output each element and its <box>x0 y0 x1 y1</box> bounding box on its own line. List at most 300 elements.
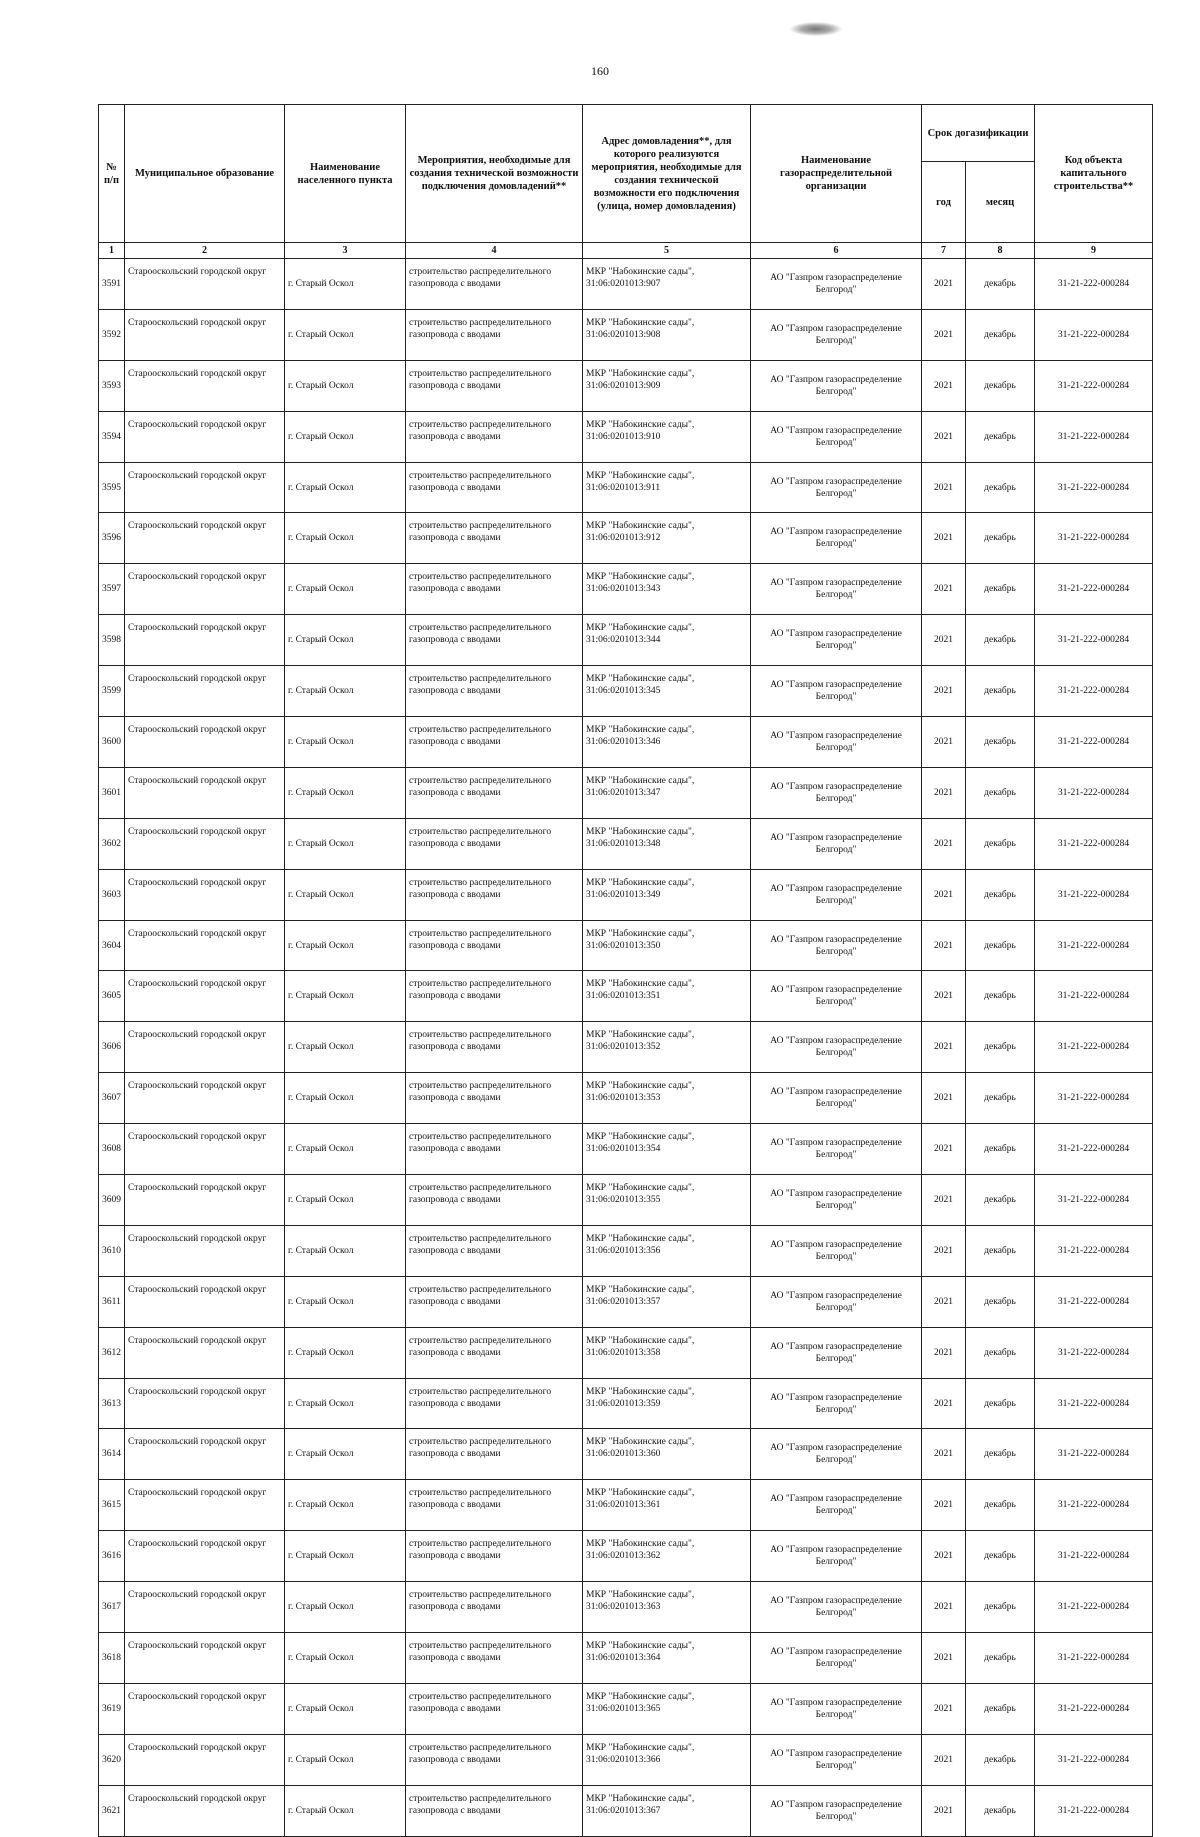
column-number: 1 <box>99 243 125 259</box>
column-number: 9 <box>1035 243 1153 259</box>
year-cell: 2021 <box>922 411 966 462</box>
month-cell: декабрь <box>966 564 1035 615</box>
settlement-cell: г. Старый Оскол <box>285 666 406 717</box>
address-cell: МКР "Набокинские сады", 31:06:0201013:344 <box>583 615 751 666</box>
municipality-cell: Старооскольский городской округ <box>125 259 285 310</box>
measures-cell: строительство распределительного газопровода с вводами <box>406 615 583 666</box>
month-cell: декабрь <box>966 1276 1035 1327</box>
object-code-cell: 31-21-222-000284 <box>1035 1480 1153 1531</box>
address-cell: МКР "Набокинские сады", 31:06:0201013:346 <box>583 717 751 768</box>
gas-org-cell: АО "Газпром газораспределение Белгород" <box>751 1175 922 1226</box>
month-cell: декабрь <box>966 411 1035 462</box>
measures-cell: строительство распределительного газопровода с вводами <box>406 1378 583 1429</box>
table-row <box>99 920 1153 971</box>
object-code-cell: 31-21-222-000284 <box>1035 869 1153 920</box>
month-cell: декабрь <box>966 920 1035 971</box>
month-cell: декабрь <box>966 1073 1035 1124</box>
table-row <box>99 411 1153 462</box>
municipality-cell: Старооскольский городской округ <box>125 1429 285 1480</box>
municipality-cell: Старооскольский городской округ <box>125 1276 285 1327</box>
measures-cell: строительство распределительного газопровода с вводами <box>406 1327 583 1378</box>
month-cell: декабрь <box>966 462 1035 513</box>
month-cell: декабрь <box>966 1582 1035 1633</box>
settlement-cell: г. Старый Оскол <box>285 818 406 869</box>
table-row <box>99 615 1153 666</box>
address-cell: МКР "Набокинские сады", 31:06:0201013:349 <box>583 869 751 920</box>
object-code-cell: 31-21-222-000284 <box>1035 1225 1153 1276</box>
table-row <box>99 1022 1153 1073</box>
month-cell: декабрь <box>966 615 1035 666</box>
month-cell: декабрь <box>966 767 1035 818</box>
header-object-code: Код объекта капитального строительства** <box>1035 105 1153 243</box>
table-row <box>99 564 1153 615</box>
settlement-cell: г. Старый Оскол <box>285 1480 406 1531</box>
settlement-cell: г. Старый Оскол <box>285 1633 406 1684</box>
table-body <box>99 259 1153 1837</box>
settlement-cell: г. Старый Оскол <box>285 1531 406 1582</box>
year-cell: 2021 <box>922 971 966 1022</box>
address-cell: МКР "Набокинские сады", 31:06:0201013:911 <box>583 462 751 513</box>
settlement-cell: г. Старый Оскол <box>285 1276 406 1327</box>
measures-cell: строительство распределительного газопровода с вводами <box>406 717 583 768</box>
gas-org-cell: АО "Газпром газораспределение Белгород" <box>751 971 922 1022</box>
table-row <box>99 309 1153 360</box>
measures-cell: строительство распределительного газопровода с вводами <box>406 513 583 564</box>
object-code-cell: 31-21-222-000284 <box>1035 1378 1153 1429</box>
column-number: 6 <box>751 243 922 259</box>
year-cell: 2021 <box>922 1683 966 1734</box>
object-code-cell: 31-21-222-000284 <box>1035 1276 1153 1327</box>
gas-org-cell: АО "Газпром газораспределение Белгород" <box>751 615 922 666</box>
address-cell: МКР "Набокинские сады", 31:06:0201013:912 <box>583 513 751 564</box>
settlement-cell: г. Старый Оскол <box>285 1785 406 1836</box>
month-cell: декабрь <box>966 1429 1035 1480</box>
municipality-cell: Старооскольский городской округ <box>125 1225 285 1276</box>
year-cell: 2021 <box>922 259 966 310</box>
measures-cell: строительство распределительного газопровода с вводами <box>406 360 583 411</box>
gas-org-cell: АО "Газпром газораспределение Белгород" <box>751 666 922 717</box>
settlement-cell: г. Старый Оскол <box>285 564 406 615</box>
measures-cell: строительство распределительного газопровода с вводами <box>406 818 583 869</box>
address-cell: МКР "Набокинские сады", 31:06:0201013:358 <box>583 1327 751 1378</box>
year-cell: 2021 <box>922 1022 966 1073</box>
measures-cell: строительство распределительного газопровода с вводами <box>406 1582 583 1633</box>
municipality-cell: Старооскольский городской округ <box>125 564 285 615</box>
address-cell: МКР "Набокинские сады", 31:06:0201013:345 <box>583 666 751 717</box>
header-year: год <box>922 162 966 243</box>
measures-cell: строительство распределительного газопровода с вводами <box>406 564 583 615</box>
gas-org-cell: АО "Газпром газораспределение Белгород" <box>751 1327 922 1378</box>
gas-org-cell: АО "Газпром газораспределение Белгород" <box>751 1633 922 1684</box>
row-number: 3604 <box>99 920 125 971</box>
measures-cell: строительство распределительного газопровода с вводами <box>406 411 583 462</box>
row-number: 3605 <box>99 971 125 1022</box>
address-cell: МКР "Набокинские сады", 31:06:0201013:359 <box>583 1378 751 1429</box>
address-cell: МКР "Набокинские сады", 31:06:0201013:354 <box>583 1124 751 1175</box>
municipality-cell: Старооскольский городской округ <box>125 462 285 513</box>
gas-org-cell: АО "Газпром газораспределение Белгород" <box>751 513 922 564</box>
row-number: 3607 <box>99 1073 125 1124</box>
settlement-cell: г. Старый Оскол <box>285 513 406 564</box>
table-row <box>99 1073 1153 1124</box>
gas-org-cell: АО "Газпром газораспределение Белгород" <box>751 1073 922 1124</box>
object-code-cell: 31-21-222-000284 <box>1035 309 1153 360</box>
gas-org-cell: АО "Газпром газораспределение Белгород" <box>751 1582 922 1633</box>
row-number: 3594 <box>99 411 125 462</box>
month-cell: декабрь <box>966 971 1035 1022</box>
month-cell: декабрь <box>966 1480 1035 1531</box>
year-cell: 2021 <box>922 869 966 920</box>
settlement-cell: г. Старый Оскол <box>285 1378 406 1429</box>
gas-org-cell: АО "Газпром газораспределение Белгород" <box>751 717 922 768</box>
row-number: 3595 <box>99 462 125 513</box>
gas-org-cell: АО "Газпром газораспределение Белгород" <box>751 1276 922 1327</box>
row-number: 3599 <box>99 666 125 717</box>
row-number: 3597 <box>99 564 125 615</box>
municipality-cell: Старооскольский городской округ <box>125 309 285 360</box>
table-row <box>99 1683 1153 1734</box>
gas-org-cell: АО "Газпром газораспределение Белгород" <box>751 1531 922 1582</box>
year-cell: 2021 <box>922 360 966 411</box>
row-number: 3609 <box>99 1175 125 1226</box>
table-row <box>99 1480 1153 1531</box>
address-cell: МКР "Набокинские сады", 31:06:0201013:343 <box>583 564 751 615</box>
month-cell: декабрь <box>966 1022 1035 1073</box>
settlement-cell: г. Старый Оскол <box>285 1582 406 1633</box>
object-code-cell: 31-21-222-000284 <box>1035 818 1153 869</box>
column-number: 4 <box>406 243 583 259</box>
measures-cell: строительство распределительного газопровода с вводами <box>406 309 583 360</box>
object-code-cell: 31-21-222-000284 <box>1035 513 1153 564</box>
gas-org-cell: АО "Газпром газораспределение Белгород" <box>751 920 922 971</box>
address-cell: МКР "Набокинские сады", 31:06:0201013:365 <box>583 1683 751 1734</box>
year-cell: 2021 <box>922 615 966 666</box>
measures-cell: строительство распределительного газопровода с вводами <box>406 1124 583 1175</box>
gas-org-cell: АО "Газпром газораспределение Белгород" <box>751 767 922 818</box>
year-cell: 2021 <box>922 1480 966 1531</box>
municipality-cell: Старооскольский городской округ <box>125 1683 285 1734</box>
gas-org-cell: АО "Газпром газораспределение Белгород" <box>751 1429 922 1480</box>
table-row <box>99 1124 1153 1175</box>
address-cell: МКР "Набокинские сады", 31:06:0201013:907 <box>583 259 751 310</box>
page-number: 160 <box>591 64 609 78</box>
year-cell: 2021 <box>922 666 966 717</box>
year-cell: 2021 <box>922 1734 966 1785</box>
measures-cell: строительство распределительного газопровода с вводами <box>406 259 583 310</box>
object-code-cell: 31-21-222-000284 <box>1035 1429 1153 1480</box>
row-number: 3614 <box>99 1429 125 1480</box>
gas-org-cell: АО "Газпром газораспределение Белгород" <box>751 564 922 615</box>
address-cell: МКР "Набокинские сады", 31:06:0201013:356 <box>583 1225 751 1276</box>
address-cell: МКР "Набокинские сады", 31:06:0201013:908 <box>583 309 751 360</box>
object-code-cell: 31-21-222-000284 <box>1035 1785 1153 1836</box>
settlement-cell: г. Старый Оскол <box>285 1022 406 1073</box>
municipality-cell: Старооскольский городской округ <box>125 513 285 564</box>
month-cell: декабрь <box>966 1683 1035 1734</box>
table-row <box>99 1378 1153 1429</box>
header-municipality: Муниципальное образование <box>125 105 285 243</box>
column-number: 3 <box>285 243 406 259</box>
municipality-cell: Старооскольский городской округ <box>125 1582 285 1633</box>
row-number: 3603 <box>99 869 125 920</box>
year-cell: 2021 <box>922 1327 966 1378</box>
object-code-cell: 31-21-222-000284 <box>1035 462 1153 513</box>
table-row <box>99 666 1153 717</box>
header-gas-org: Наименование газораспределительной организации <box>751 105 922 243</box>
gas-org-cell: АО "Газпром газораспределение Белгород" <box>751 309 922 360</box>
municipality-cell: Старооскольский городской округ <box>125 1073 285 1124</box>
object-code-cell: 31-21-222-000284 <box>1035 971 1153 1022</box>
header-month: месяц <box>966 162 1035 243</box>
year-cell: 2021 <box>922 309 966 360</box>
year-cell: 2021 <box>922 564 966 615</box>
address-cell: МКР "Набокинские сады", 31:06:0201013:364 <box>583 1633 751 1684</box>
column-number: 5 <box>583 243 751 259</box>
gas-org-cell: АО "Газпром газораспределение Белгород" <box>751 360 922 411</box>
table-row <box>99 1225 1153 1276</box>
row-number: 3606 <box>99 1022 125 1073</box>
table-row <box>99 1734 1153 1785</box>
gas-org-cell: АО "Газпром газораспределение Белгород" <box>751 1683 922 1734</box>
settlement-cell: г. Старый Оскол <box>285 869 406 920</box>
gas-org-cell: АО "Газпром газораспределение Белгород" <box>751 1480 922 1531</box>
municipality-cell: Старооскольский городской округ <box>125 1480 285 1531</box>
object-code-cell: 31-21-222-000284 <box>1035 920 1153 971</box>
object-code-cell: 31-21-222-000284 <box>1035 564 1153 615</box>
column-number: 7 <box>922 243 966 259</box>
measures-cell: строительство распределительного газопровода с вводами <box>406 1175 583 1226</box>
municipality-cell: Старооскольский городской округ <box>125 1633 285 1684</box>
table-row <box>99 818 1153 869</box>
measures-cell: строительство распределительного газопровода с вводами <box>406 767 583 818</box>
month-cell: декабрь <box>966 360 1035 411</box>
settlement-cell: г. Старый Оскол <box>285 717 406 768</box>
address-cell: МКР "Набокинские сады", 31:06:0201013:909 <box>583 360 751 411</box>
row-number: 3591 <box>99 259 125 310</box>
year-cell: 2021 <box>922 462 966 513</box>
object-code-cell: 31-21-222-000284 <box>1035 1683 1153 1734</box>
row-number: 3613 <box>99 1378 125 1429</box>
year-cell: 2021 <box>922 1225 966 1276</box>
address-cell: МКР "Набокинские сады", 31:06:0201013:355 <box>583 1175 751 1226</box>
year-cell: 2021 <box>922 1378 966 1429</box>
year-cell: 2021 <box>922 1276 966 1327</box>
year-cell: 2021 <box>922 1633 966 1684</box>
municipality-cell: Старооскольский городской округ <box>125 1175 285 1226</box>
table-row <box>99 1175 1153 1226</box>
gas-org-cell: АО "Газпром газораспределение Белгород" <box>751 1124 922 1175</box>
object-code-cell: 31-21-222-000284 <box>1035 666 1153 717</box>
table-row <box>99 767 1153 818</box>
address-cell: МКР "Набокинские сады", 31:06:0201013:351 <box>583 971 751 1022</box>
municipality-cell: Старооскольский городской округ <box>125 1124 285 1175</box>
month-cell: декабрь <box>966 1225 1035 1276</box>
row-number: 3611 <box>99 1276 125 1327</box>
row-number: 3620 <box>99 1734 125 1785</box>
year-cell: 2021 <box>922 1073 966 1124</box>
municipality-cell: Старооскольский городской округ <box>125 920 285 971</box>
object-code-cell: 31-21-222-000284 <box>1035 717 1153 768</box>
table-row <box>99 1531 1153 1582</box>
table-row <box>99 1327 1153 1378</box>
address-cell: МКР "Набокинские сады", 31:06:0201013:357 <box>583 1276 751 1327</box>
year-cell: 2021 <box>922 920 966 971</box>
measures-cell: строительство распределительного газопровода с вводами <box>406 462 583 513</box>
year-cell: 2021 <box>922 1175 966 1226</box>
municipality-cell: Старооскольский городской округ <box>125 869 285 920</box>
table-row <box>99 1633 1153 1684</box>
table-row <box>99 259 1153 310</box>
row-number: 3601 <box>99 767 125 818</box>
settlement-cell: г. Старый Оскол <box>285 411 406 462</box>
measures-cell: строительство распределительного газопровода с вводами <box>406 1633 583 1684</box>
address-cell: МКР "Набокинские сады", 31:06:0201013:366 <box>583 1734 751 1785</box>
address-cell: МКР "Набокинские сады", 31:06:0201013:360 <box>583 1429 751 1480</box>
municipality-cell: Старооскольский городской округ <box>125 615 285 666</box>
row-number: 3621 <box>99 1785 125 1836</box>
header-address: Адрес домовладения**, для которого реализуются мероприятия, необходимые для создания технической возможности его подключения (улица, номер домовладения) <box>583 105 751 243</box>
settlement-cell: г. Старый Оскол <box>285 462 406 513</box>
year-cell: 2021 <box>922 1429 966 1480</box>
measures-cell: строительство распределительного газопровода с вводами <box>406 1480 583 1531</box>
table-row <box>99 462 1153 513</box>
object-code-cell: 31-21-222-000284 <box>1035 1327 1153 1378</box>
table-row <box>99 1429 1153 1480</box>
gas-org-cell: АО "Газпром газораспределение Белгород" <box>751 818 922 869</box>
object-code-cell: 31-21-222-000284 <box>1035 1073 1153 1124</box>
address-cell: МКР "Набокинские сады", 31:06:0201013:350 <box>583 920 751 971</box>
object-code-cell: 31-21-222-000284 <box>1035 1531 1153 1582</box>
month-cell: декабрь <box>966 818 1035 869</box>
row-number: 3600 <box>99 717 125 768</box>
settlement-cell: г. Старый Оскол <box>285 971 406 1022</box>
settlement-cell: г. Старый Оскол <box>285 1683 406 1734</box>
measures-cell: строительство распределительного газопровода с вводами <box>406 1022 583 1073</box>
year-cell: 2021 <box>922 767 966 818</box>
municipality-cell: Старооскольский городской округ <box>125 1531 285 1582</box>
month-cell: декабрь <box>966 869 1035 920</box>
row-number: 3615 <box>99 1480 125 1531</box>
settlement-cell: г. Старый Оскол <box>285 360 406 411</box>
measures-cell: строительство распределительного газопровода с вводами <box>406 666 583 717</box>
object-code-cell: 31-21-222-000284 <box>1035 1124 1153 1175</box>
measures-cell: строительство распределительного газопровода с вводами <box>406 971 583 1022</box>
measures-cell: строительство распределительного газопровода с вводами <box>406 920 583 971</box>
settlement-cell: г. Старый Оскол <box>285 1327 406 1378</box>
object-code-cell: 31-21-222-000284 <box>1035 259 1153 310</box>
municipality-cell: Старооскольский городской округ <box>125 411 285 462</box>
address-cell: МКР "Набокинские сады", 31:06:0201013:348 <box>583 818 751 869</box>
scan-artifact <box>790 22 842 36</box>
gas-org-cell: АО "Газпром газораспределение Белгород" <box>751 869 922 920</box>
month-cell: декабрь <box>966 1531 1035 1582</box>
year-cell: 2021 <box>922 717 966 768</box>
row-number: 3598 <box>99 615 125 666</box>
object-code-cell: 31-21-222-000284 <box>1035 411 1153 462</box>
object-code-cell: 31-21-222-000284 <box>1035 1022 1153 1073</box>
year-cell: 2021 <box>922 818 966 869</box>
month-cell: декабрь <box>966 1378 1035 1429</box>
object-code-cell: 31-21-222-000284 <box>1035 1633 1153 1684</box>
header-settlement: Наименование населенного пункта <box>285 105 406 243</box>
measures-cell: строительство распределительного газопровода с вводами <box>406 1785 583 1836</box>
row-number: 3618 <box>99 1633 125 1684</box>
month-cell: декабрь <box>966 1734 1035 1785</box>
row-number: 3608 <box>99 1124 125 1175</box>
gas-org-cell: АО "Газпром газораспределение Белгород" <box>751 1734 922 1785</box>
column-number: 2 <box>125 243 285 259</box>
row-number: 3617 <box>99 1582 125 1633</box>
address-cell: МКР "Набокинские сады", 31:06:0201013:363 <box>583 1582 751 1633</box>
month-cell: декабрь <box>966 1175 1035 1226</box>
settlement-cell: г. Старый Оскол <box>285 615 406 666</box>
gas-org-cell: АО "Газпром газораспределение Белгород" <box>751 1225 922 1276</box>
address-cell: МКР "Набокинские сады", 31:06:0201013:367 <box>583 1785 751 1836</box>
address-cell: МКР "Набокинские сады", 31:06:0201013:352 <box>583 1022 751 1073</box>
settlement-cell: г. Старый Оскол <box>285 1225 406 1276</box>
municipality-cell: Старооскольский городской округ <box>125 1785 285 1836</box>
address-cell: МКР "Набокинские сады", 31:06:0201013:362 <box>583 1531 751 1582</box>
municipality-cell: Старооскольский городской округ <box>125 1327 285 1378</box>
settlement-cell: г. Старый Оскол <box>285 920 406 971</box>
object-code-cell: 31-21-222-000284 <box>1035 360 1153 411</box>
month-cell: декабрь <box>966 1633 1035 1684</box>
header-measures: Мероприятия, необходимые для создания технической возможности подключения домовладений** <box>406 105 583 243</box>
address-cell: МКР "Набокинские сады", 31:06:0201013:353 <box>583 1073 751 1124</box>
row-number: 3619 <box>99 1683 125 1734</box>
header-n: № п/п <box>99 105 125 243</box>
column-number: 8 <box>966 243 1035 259</box>
row-number: 3616 <box>99 1531 125 1582</box>
object-code-cell: 31-21-222-000284 <box>1035 767 1153 818</box>
settlement-cell: г. Старый Оскол <box>285 1073 406 1124</box>
row-number: 3592 <box>99 309 125 360</box>
table-row <box>99 360 1153 411</box>
table-row <box>99 971 1153 1022</box>
row-number: 3610 <box>99 1225 125 1276</box>
year-cell: 2021 <box>922 1124 966 1175</box>
year-cell: 2021 <box>922 1531 966 1582</box>
measures-cell: строительство распределительного газопровода с вводами <box>406 869 583 920</box>
address-cell: МКР "Набокинские сады", 31:06:0201013:347 <box>583 767 751 818</box>
row-number: 3612 <box>99 1327 125 1378</box>
month-cell: декабрь <box>966 513 1035 564</box>
month-cell: декабрь <box>966 259 1035 310</box>
table-row <box>99 513 1153 564</box>
municipality-cell: Старооскольский городской округ <box>125 717 285 768</box>
gas-org-cell: АО "Газпром газораспределение Белгород" <box>751 259 922 310</box>
month-cell: декабрь <box>966 309 1035 360</box>
address-cell: МКР "Набокинские сады", 31:06:0201013:361 <box>583 1480 751 1531</box>
measures-cell: строительство распределительного газопровода с вводами <box>406 1276 583 1327</box>
year-cell: 2021 <box>922 1582 966 1633</box>
municipality-cell: Старооскольский городской округ <box>125 1022 285 1073</box>
municipality-cell: Старооскольский городской округ <box>125 818 285 869</box>
municipality-cell: Старооскольский городской округ <box>125 1378 285 1429</box>
gas-org-cell: АО "Газпром газораспределение Белгород" <box>751 1378 922 1429</box>
gasification-table <box>98 104 1153 1837</box>
municipality-cell: Старооскольский городской округ <box>125 1734 285 1785</box>
row-number: 3602 <box>99 818 125 869</box>
month-cell: декабрь <box>966 717 1035 768</box>
month-cell: декабрь <box>966 1327 1035 1378</box>
year-cell: 2021 <box>922 1785 966 1836</box>
row-number: 3593 <box>99 360 125 411</box>
measures-cell: строительство распределительного газопровода с вводами <box>406 1073 583 1124</box>
object-code-cell: 31-21-222-000284 <box>1035 1582 1153 1633</box>
year-cell: 2021 <box>922 513 966 564</box>
table-row <box>99 717 1153 768</box>
